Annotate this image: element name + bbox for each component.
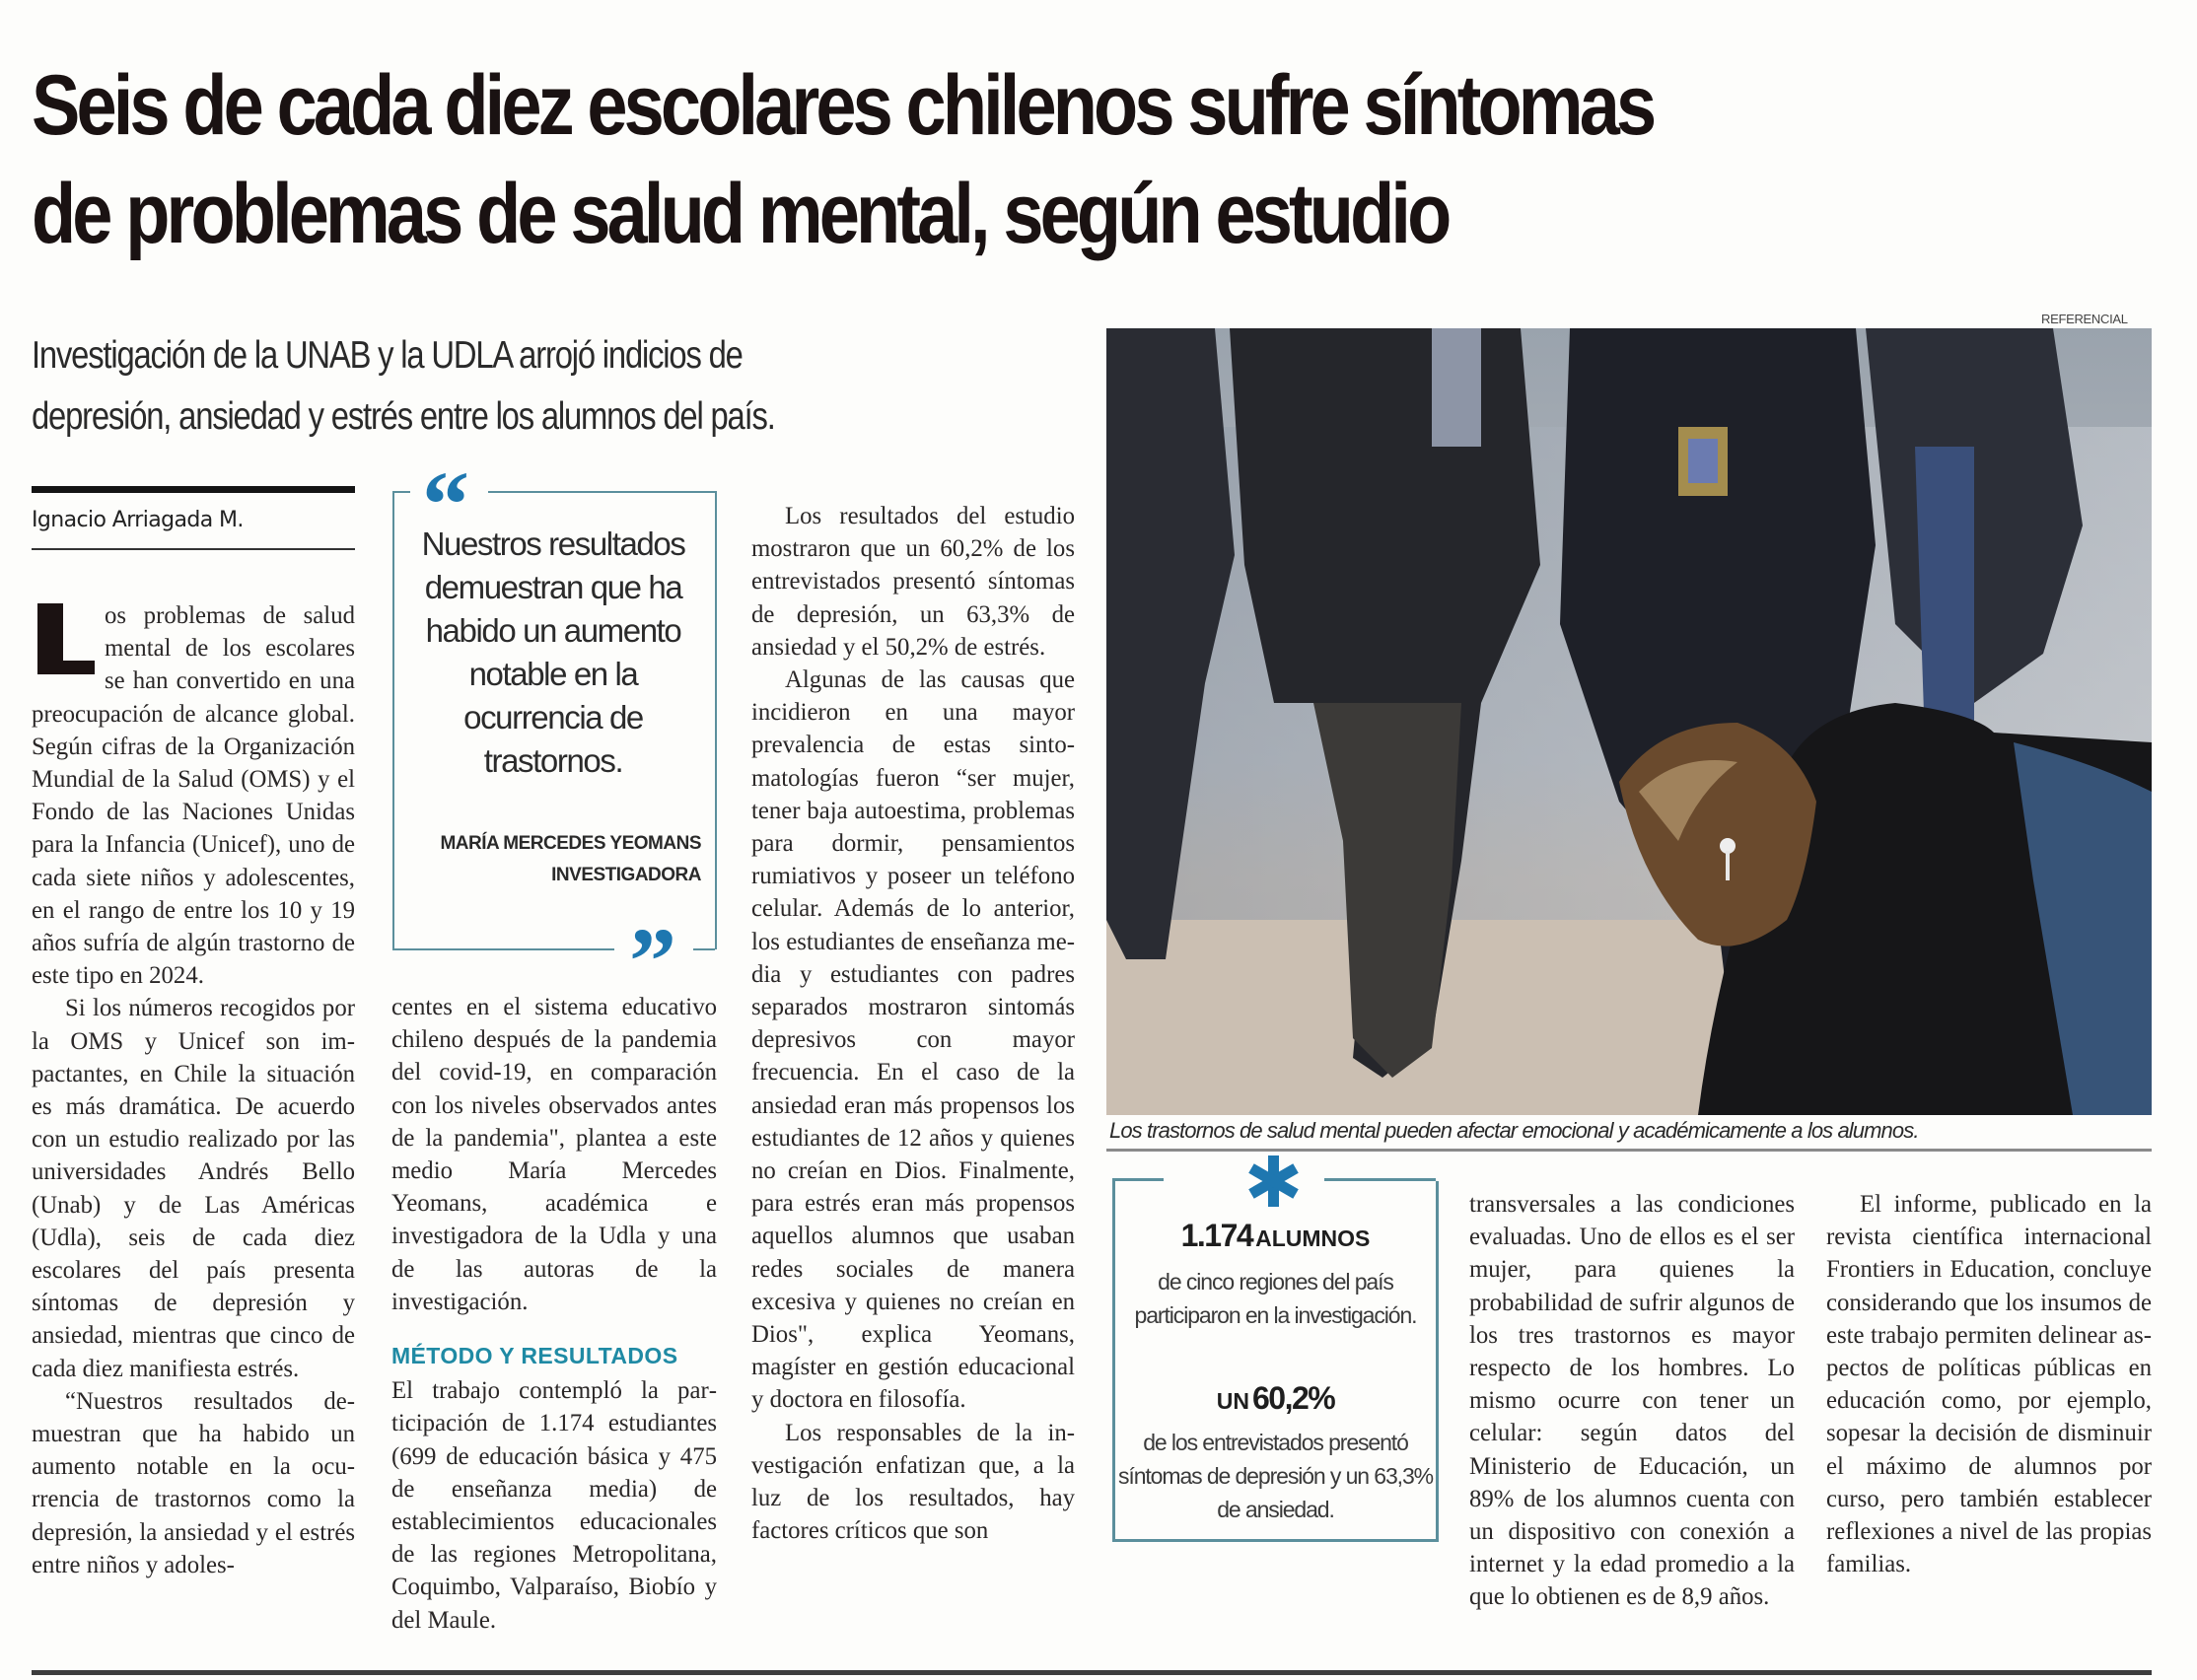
photo-credit: REFERENCIAL — [2041, 312, 2128, 326]
article-column-4 — [1469, 1188, 1795, 1614]
close-quote-icon: ” — [629, 908, 676, 1014]
pull-quote-attribution — [399, 828, 701, 891]
asterisk-icon — [1244, 1155, 1302, 1207]
paragraph: El informe, publicado en la revista científica internacional Frontiers in Education, concluye considerando que los insumos de este trabajo permiten delinear aspectos de políticas públicas en educación como, por ejemplo, sopesar la decisión de disminuir el máximo de alumnos por curso, pero también establecer reflexiones a nivel de las propias familias. — [1826, 1191, 2152, 1578]
quote-author-name: MARÍA MERCEDES YEOMANS — [440, 833, 701, 854]
page-bottom-rule — [32, 1670, 2152, 1675]
article-column-5 — [1826, 1188, 2152, 1580]
article-column-3 — [751, 500, 1075, 1548]
article-column-2 — [391, 991, 717, 1637]
deck-line-1: Investigación de la UNAB y la UDLA arrojó indicios de — [32, 334, 743, 377]
pull-quote-text: Nuestros resultados demuestran que ha habido un aumento notable en la ocurrencia de trastornos. — [421, 525, 685, 779]
headline — [32, 51, 2152, 268]
headline-line-2: de problemas de salud mental, según estudio — [32, 167, 1449, 261]
deck-line-2: depresión, ansiedad y estrés entre los alumnos del país. — [32, 395, 775, 438]
stat-students-unit: ALUMNOS — [1255, 1225, 1371, 1251]
dropcap-l — [37, 603, 95, 674]
stat-depression — [1115, 1380, 1436, 1417]
stat-students-description: de cinco regiones del país participaron en la investigación. — [1134, 1269, 1417, 1328]
stat-depression-prefix: UN — [1216, 1388, 1250, 1414]
deck-subtitle — [32, 325, 1026, 448]
stat-students — [1115, 1218, 1436, 1254]
byline: Ignacio Arriagada M. — [32, 508, 244, 532]
pull-quote-border — [392, 491, 410, 493]
open-quote-icon: “ — [422, 452, 469, 557]
paragraph: transversales a las condiciones evaluadas. Uno de ellos es el ser mujer, para quienes la probabilidad de sufrir algunos de los tres trastornos es mayor respecto de los hombres. Lo mismo ocurre con tener un celular: según datos del Ministerio de Educación, un 89% de los alumnos cuenta con un dispositivo con conexión a internet y la edad promedio a la que lo obtienen es de 8,9 años. — [1469, 1191, 1795, 1611]
paragraph: centes en el sistema educativo chileno después de la pandemia del covid-19, en comparación con los niveles observados antes de la pandemia", plantea a este medio María Mercedes Yeomans, académica e investigadora de la Udla y una de las autoras de la investigación. — [391, 994, 717, 1315]
fact-box-border — [1112, 1178, 1164, 1181]
stat-depression-description: de los entrevistados presentó síntomas de depresión y un 63,3% de ansiedad. — [1118, 1430, 1433, 1522]
pull-quote-border — [488, 491, 715, 493]
headline-line-1: Seis de cada diez escolares chilenos sufre síntomas — [32, 58, 1654, 153]
paragraph: Los responsables de la investigación enfatizan que, a la luz de los resultados, hay factores críticos que son — [751, 1419, 1075, 1545]
photo-caption: Los trastornos de salud mental pueden afectar emocional y académicamente a los alumnos. — [1109, 1118, 1919, 1143]
article-column-1 — [32, 599, 355, 1581]
pull-quote-border — [693, 948, 715, 950]
quote-author-role: INVESTIGADORA — [551, 865, 701, 885]
paragraph: Algunas de las causas que incidieron en una mayor prevalencia de estas sintomatologías fueron “ser mujer, tener baja autoestima, problemas para dormir, pensamientos rumiativos y poseer un teléfono celular. Además de lo anterior, los estudiantes de enseñanza media y estudiantes con padres separados mostraron sintomás depresivos con mayor frecuencia. En el caso de la ansiedad eran más propensos los estudiantes de 12 años y quienes no creían en Dios. Finalmente, para estrés eran más propensos aquellos alumnos que usaban redes sociales de manera excesiva y quienes no creían en Dios", explica Yeomans, magíster en gestión educacional y doctora en filosofía. — [751, 666, 1075, 1414]
caption-rule — [1106, 1149, 2152, 1152]
paragraph: Los resultados del estudio mostraron que un 60,2% de los entrevistados presentó síntomas de depresión, un 63,3% de ansiedad y el 50,2% de estrés. — [751, 503, 1075, 661]
pull-quote-border — [392, 948, 614, 950]
section-subhead: MÉTODO Y RESULTADOS — [391, 1343, 678, 1369]
article-photo — [1106, 328, 2152, 1115]
stat-depression-number: 60,2% — [1251, 1380, 1335, 1416]
lead-paragraph: os problemas de salud mental de los escolares se han convertido en una preocupación de alcance global. Según cifras de la Organización Mundial de la Salud (OMS) y el Fondo de las Naciones Unidas para la Infancia (Unicef), uno de cada siete niños y adolescentes, en el rango de entre los 10 y 19 años sufría de algún trastorno de este tipo en 2024. — [32, 602, 355, 990]
byline-bottom-rule — [32, 548, 355, 550]
fact-box-border — [1324, 1178, 1436, 1181]
byline-top-rule — [32, 486, 355, 493]
students-photo-illustration — [1106, 328, 2152, 1115]
paragraph: El trabajo contempló la participación de 1.174 estudiantes (699 de educación básica y 475 de enseñanza media) de establecimientos educacionales de las regiones Metropolitana, Coquimbo, Valparaíso, Biobío y del Maule. — [391, 1377, 717, 1634]
paragraph: “Nuestros resultados demuestran que ha habido un aumento notable en la ocurrencia de trastornos como la depresión, la ansiedad y el estrés entre niños y adoles- — [32, 1387, 355, 1578]
paragraph: Si los números recogidos por la OMS y Unicef son impactantes, en Chile la situación es más dramática. De acuerdo con un estudio realizado por las universidades Andrés Bello (Unab) y de Las Américas (Udla), seis de cada diez escolares del país presenta síntomas de depresión y ansiedad, mientras que cinco de cada diez manifiesta estrés. — [32, 995, 355, 1382]
stat-students-number: 1.174 — [1180, 1218, 1253, 1253]
